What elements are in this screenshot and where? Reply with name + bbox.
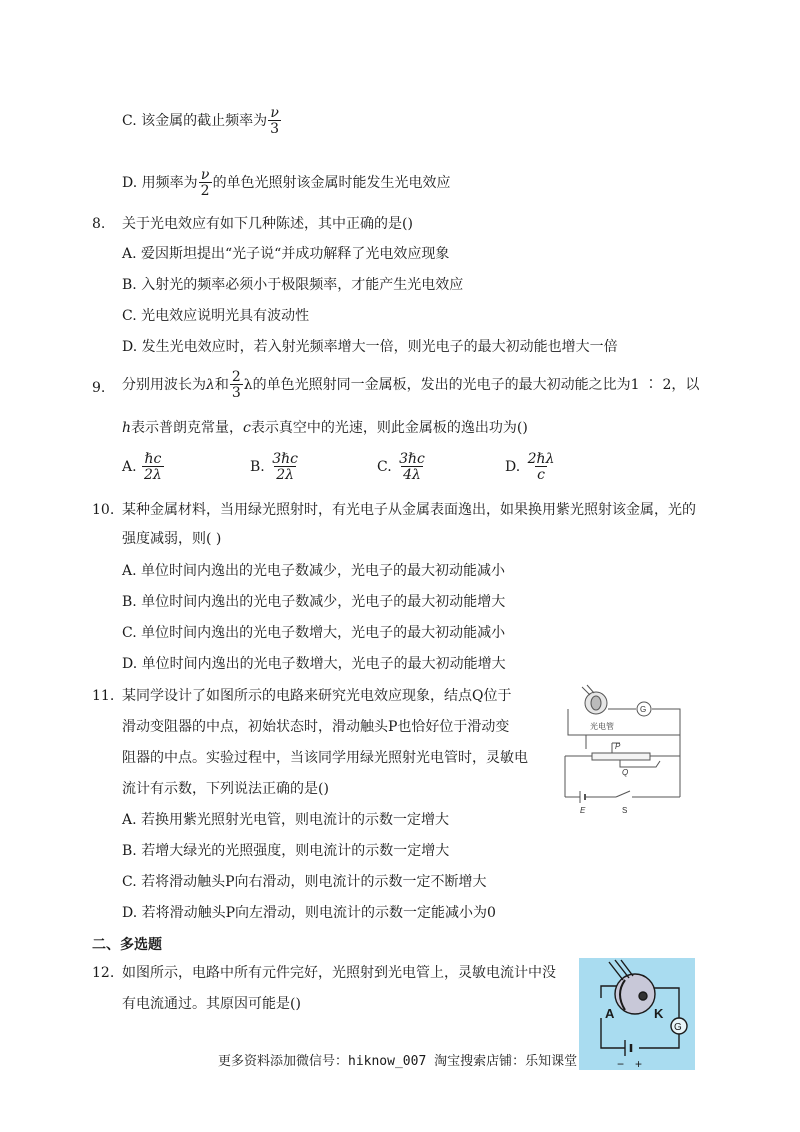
q8-option-b: B. 入射光的频率必须小于极限频率，才能产生光电效应 — [122, 277, 464, 293]
q11-stem-line1: 某同学设计了如图所示的电路来研究光电效应现象，结点Q位于 — [122, 688, 512, 704]
svg-text:−: − — [617, 1057, 625, 1070]
section-title-multi-choice: 二、多选题 — [92, 937, 162, 953]
q10-stem-line2: 强度减弱，则( ) — [122, 531, 222, 547]
fraction: $\frac{\nu}{3}$ — [270, 105, 280, 137]
q10-stem-line1: 某种金属材料，当用绿光照射时，有光电子从金属表面逸出，如果换用紫光照射该金属，光的 — [122, 502, 696, 518]
q11-stem-line4: 流计有示数，下列说法正确的是() — [122, 781, 329, 797]
q11-option-d: D. 若将滑动触头P向左滑动，则电流计的示数一定能减小为0 — [122, 905, 496, 921]
svg-text:A: A — [605, 1006, 615, 1021]
q8-number: 8. — [92, 216, 106, 232]
q10-number: 10. — [92, 502, 115, 518]
q9-option-c: C. $\frac{\text{3ℏc}}{4\lambda}$ — [377, 451, 425, 483]
fraction: $\frac{\nu}{2}$ — [200, 167, 210, 199]
svg-text:E: E — [580, 806, 586, 815]
fraction: $\frac{2}{3}$ — [231, 369, 241, 401]
svg-text:S: S — [622, 806, 628, 815]
q8-stem: 关于光电效应有如下几种陈述，其中正确的是() — [122, 216, 413, 232]
q11-stem-line3: 阻器的中点。实验过程中，当该同学用绿光照射光电管时，灵敏电 — [122, 750, 528, 766]
q9-option-d: D. $\frac{\text{2ℏλ}}{c}$ — [505, 451, 555, 483]
svg-text:G: G — [640, 705, 647, 714]
svg-text:G: G — [674, 1022, 682, 1033]
q11-circuit-figure — [560, 683, 682, 815]
q8-option-a: A. 爱因斯坦提出“光子说“并成功解释了光电效应现象 — [122, 246, 450, 262]
svg-text:P: P — [615, 742, 621, 751]
q12-stem-line1: 如图所示，电路中所有元件完好，光照射到光电管上，灵敏电流计中没 — [122, 965, 556, 981]
svg-text:+: + — [635, 1057, 643, 1070]
q9-option-a: A. $\frac{\text{ℏc}}{2\lambda}$ — [122, 451, 162, 483]
q9-number: 9. — [92, 380, 106, 396]
q8-option-d: D. 发生光电效应时，若入射光频率增大一倍，则光电子的最大初动能也增大一倍 — [122, 339, 618, 355]
q10-option-d: D. 单位时间内逸出的光电子数增大，光电子的最大初动能增大 — [122, 656, 506, 672]
q9-option-b: B. $\frac{\text{3ℏc}}{2\lambda}$ — [250, 451, 298, 483]
footer-watermark: 更多资料添加微信号：hiknow_007 淘宝搜索店铺：乐知课堂 — [218, 1054, 578, 1069]
q10-option-b: B. 单位时间内逸出的光电子数减少，光电子的最大初动能增大 — [122, 594, 506, 610]
q7-option-c: C. 该金属的截止频率为 $\frac{\nu}{3}$ — [122, 105, 280, 137]
q11-option-c: C. 若将滑动触头P向右滑动，则电流计的示数一定不断增大 — [122, 874, 487, 890]
svg-text:K: K — [654, 1006, 664, 1021]
svg-text:光电管: 光电管 — [590, 722, 614, 731]
q9-stem-line2: h表示普朗克常量，c表示真空中的光速，则此金属板的逸出功为() — [122, 420, 528, 436]
q11-option-a: A. 若换用紫光照射光电管，则电流计的示数一定增大 — [122, 812, 450, 828]
q10-option-c: C. 单位时间内逸出的光电子数增大，光电子的最大初动能减小 — [122, 625, 506, 641]
q7-option-d: D. 用频率为 $\frac{\nu}{2}$ 的单色光照射该金属时能发生光电效应 — [122, 167, 451, 199]
q11-number: 11. — [92, 688, 115, 704]
q12-stem-line2: 有电流通过。其原因可能是() — [122, 996, 301, 1012]
q9-stem: 分别用波长为λ和 $\frac{2}{3}$ λ的单色光照射同一金属板，发出的光电子的最大初动能之比为1 ∶ 2，以 — [122, 369, 700, 401]
q10-option-a: A. 单位时间内逸出的光电子数减少，光电子的最大初动能减小 — [122, 563, 506, 579]
q11-option-b: B. 若增大绿光的光照强度，则电流计的示数一定增大 — [122, 843, 450, 859]
q12-number: 12. — [92, 965, 115, 981]
q8-option-c: C. 光电效应说明光具有波动性 — [122, 308, 310, 324]
svg-text:Q: Q — [622, 768, 629, 777]
q11-stem-line2: 滑动变阻器的中点，初始状态时，滑动触头P也恰好位于滑动变 — [122, 719, 510, 735]
q12-circuit-figure — [579, 958, 695, 1070]
